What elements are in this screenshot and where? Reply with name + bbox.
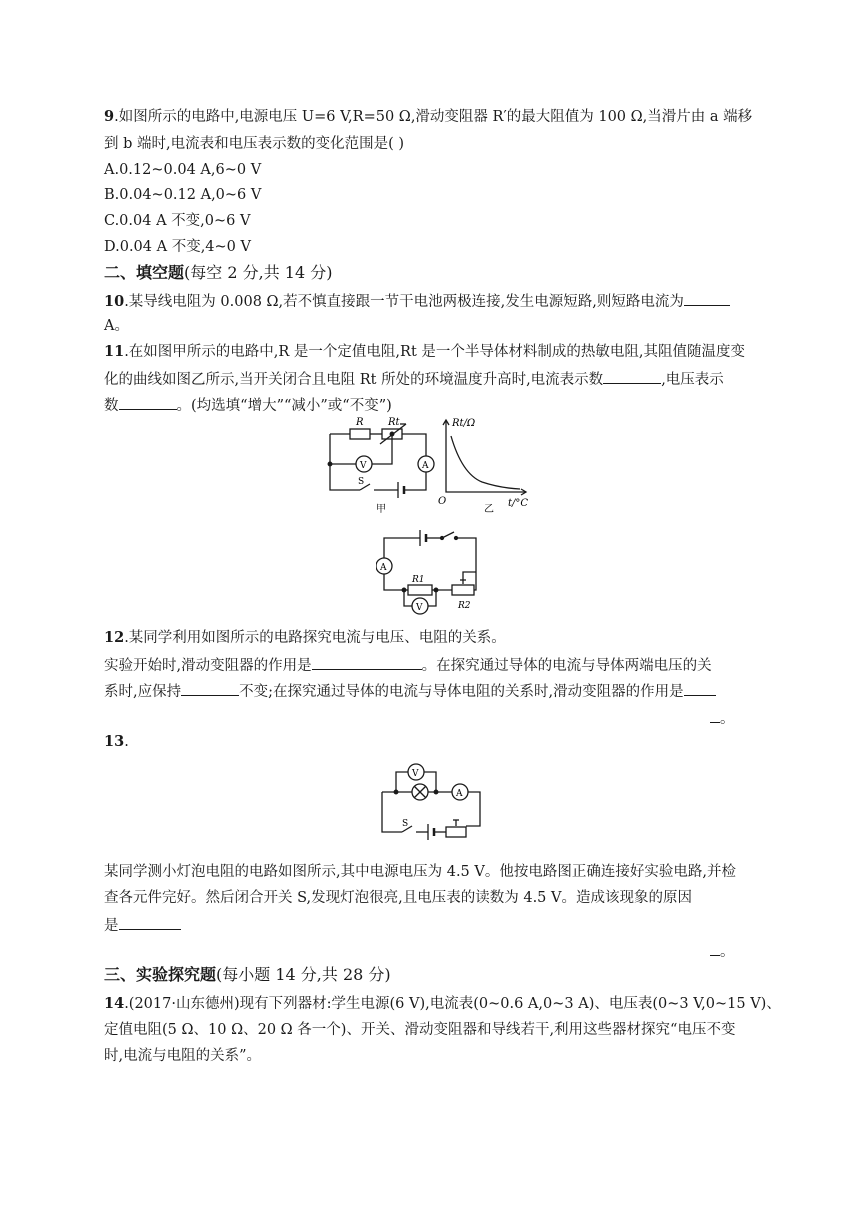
rheostat-symbol-13 <box>446 827 466 837</box>
q11-answer-blank-2[interactable] <box>119 394 177 410</box>
q13-answer-blank-cont[interactable] <box>710 940 720 956</box>
label-v-12: V <box>416 603 423 613</box>
q11-line3: 数 。(均选填“增大”“减小”或“不变”) <box>104 394 392 416</box>
q12-line1: 12.某同学利用如图所示的电路探究电流与电压、电阻的关系。 <box>104 629 506 646</box>
graph-x-axis-label: t/°C <box>508 498 529 509</box>
q9-line1: 9.如图所示的电路中,电源电压 U=6 V,R=50 Ω,滑动变阻器 R′的最大阻值为 100 Ω,当滑片由 a 端移 <box>104 108 753 125</box>
q12-answer-blank-2[interactable] <box>181 680 239 696</box>
q12-answer-blank-3-cont[interactable] <box>710 707 720 723</box>
label-a-jia: A <box>422 461 429 471</box>
graph-y-axis-label: Rt/Ω <box>452 418 476 429</box>
label-s-jia: S <box>358 477 365 487</box>
q13-number: 13 <box>104 733 125 750</box>
q11-line1: 11.在如图甲所示的电路中,R 是一个定值电阻,Rt 是一个半导体材料制成的热敏电阻,其阻值随温度变 <box>104 343 746 360</box>
label-a-12: A <box>380 563 387 573</box>
q13-line2: 查各元件完好。然后闭合开关 S,发现灯泡很亮,且电压表的读数为 4.5 V。造成该现象的原因 <box>104 890 692 906</box>
q13-answer-blank[interactable] <box>119 914 181 930</box>
q13-circuit-diagram <box>382 764 480 840</box>
q13-line4: 。 <box>710 940 735 962</box>
graph-origin-label: O <box>438 496 447 507</box>
label-v-13: V <box>412 769 419 779</box>
resistor-r1-symbol <box>408 585 432 595</box>
label-rt: Rt <box>388 417 400 428</box>
q9-number: 9 <box>104 108 115 125</box>
q13-line3: 是 <box>104 914 181 936</box>
caption-jia: 甲 <box>376 504 386 515</box>
q12-figure <box>376 522 486 618</box>
q10-line1: 10.某导线电阻为 0.008 Ω,若不慎直接跟一节干电池两极连接,发生电源短路,则短路电流为 <box>104 290 730 312</box>
q12-line2: 实验开始时,滑动变阻器的作用是 。在探究通过导体的电流与导体两端电压的关 <box>104 654 712 676</box>
q9-option-b: B.0.04~0.12 A,0~6 V <box>104 187 262 203</box>
q9-option-c: C.0.04 A 不变,0~6 V <box>104 213 251 229</box>
q13-heading: 13. <box>104 733 129 750</box>
q14-line2: 定值电阻(5 Ω、10 Ω、20 Ω 各一个)、开关、滑动变阻器和导线若干,利用这些器材探究“电压不变 <box>104 1022 736 1038</box>
q10-line2: A。 <box>104 318 129 334</box>
label-r2: R2 <box>458 601 471 611</box>
q11-figure <box>320 412 540 522</box>
q9-option-a: A.0.12~0.04 A,6~0 V <box>104 162 262 178</box>
rt-curve <box>451 436 520 489</box>
q11-graph <box>443 420 526 495</box>
q9-option-d: D.0.04 A 不变,4~0 V <box>104 239 251 255</box>
q14-line1: 14.(2017·山东德州)现有下列器材:学生电源(6 V),电流表(0~0.6 A,0~3 A)、电压表(0~3 V,0~15 V)、 <box>104 995 781 1012</box>
q9-line2: 到 b 端时,电流表和电压表示数的变化范围是( ) <box>104 136 405 152</box>
q12-answer-blank-3[interactable] <box>684 680 716 696</box>
q10-answer-blank[interactable] <box>684 290 730 306</box>
label-a-13: A <box>456 789 463 799</box>
caption-yi: 乙 <box>484 504 494 515</box>
label-s-13: S <box>402 819 409 829</box>
q12-number: 12 <box>104 629 125 646</box>
q11-answer-blank-1[interactable] <box>603 368 661 384</box>
q13-figure <box>376 760 496 842</box>
q13-line1: 某同学测小灯泡电阻的电路如图所示,其中电源电压为 4.5 V。他按电路图正确连接好实验电路,并检 <box>104 864 736 880</box>
q11-circuit-diagram <box>328 424 434 498</box>
q12-answer-blank-1[interactable] <box>312 654 422 670</box>
q12-line3: 系时,应保持 不变;在探究通过导体的电流与导体电阻的关系时,滑动变阻器的作用是 <box>104 680 716 702</box>
q14-line3: 时,电流与电阻的关系”。 <box>104 1048 262 1064</box>
label-r1: R1 <box>412 575 425 585</box>
label-r: R <box>356 417 364 428</box>
resistor-r-symbol <box>350 429 370 439</box>
q10-number: 10 <box>104 293 125 310</box>
q12-line4: 。 <box>710 707 735 729</box>
rheostat-r2-symbol <box>452 585 474 595</box>
q11-line2: 化的曲线如图乙所示,当开关闭合且电阻 Rt 所处的环境温度升高时,电流表示数 ,电压表示 <box>104 368 724 390</box>
section-2-heading: 二、填空题(每空 2 分,共 14 分) <box>104 263 333 282</box>
q14-number: 14 <box>104 995 125 1012</box>
q11-number: 11 <box>104 343 125 360</box>
label-v-jia: V <box>360 461 367 471</box>
section-3-heading: 三、实验探究题(每小题 14 分,共 28 分) <box>104 965 391 984</box>
